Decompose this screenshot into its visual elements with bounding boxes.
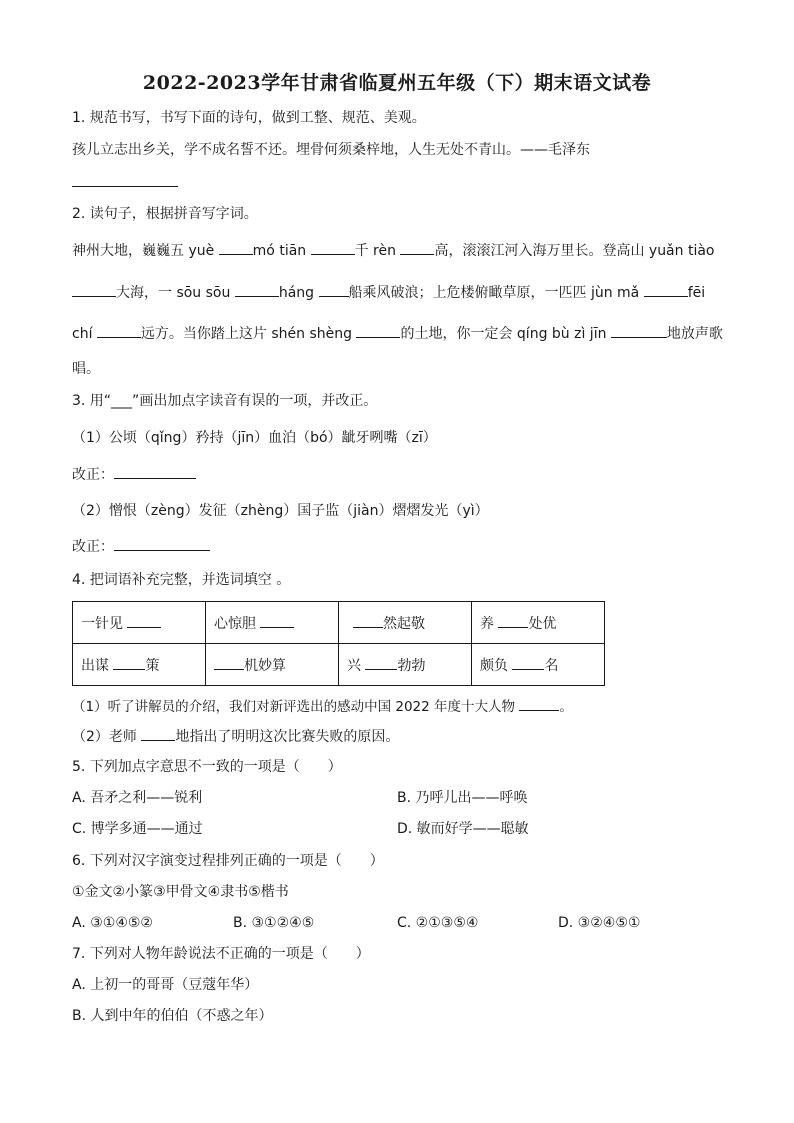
q3-part-2: （2）憎恨（zèng）发征（zhèng）国子监（jiàn）熠熠发光（yì） bbox=[72, 503, 489, 519]
q2-blank-feichi[interactable] bbox=[97, 324, 141, 338]
q6-stem: 6. 下列对汉字演变过程排列正确的一项是（ ） bbox=[72, 853, 384, 869]
q4-sentence-1: （1）听了讲解员的介绍，我们对新评选出的感动中国 2022 年度十大人物 。 bbox=[72, 699, 573, 715]
q2-line-2: 大海，一 sōu sōu háng 船乘风破浪；上危楼俯瞰草原，一匹匹 jùn mǎ fēi bbox=[72, 283, 705, 302]
word-cell[interactable]: 一针见 bbox=[73, 602, 206, 644]
q5-stem: 5. 下列加点字意思不一致的一项是（ ） bbox=[72, 759, 342, 775]
q6-option-a[interactable]: A. ③①④⑤② bbox=[72, 915, 153, 931]
exam-title: 2022-2023学年甘肃省临夏州五年级（下）期末语文试卷 bbox=[142, 72, 652, 94]
q2-blank-junma[interactable] bbox=[644, 283, 688, 297]
q2-line-4: 唱。 bbox=[72, 361, 100, 377]
q4-sentence-2: （2）老师 地指出了明明这次比赛失败的原因。 bbox=[72, 729, 400, 745]
q2-blank-shensheng[interactable] bbox=[356, 324, 400, 338]
q7-option-a[interactable]: A. 上初一的哥哥（豆蔻年华） bbox=[72, 977, 259, 993]
q4-s1-blank[interactable] bbox=[519, 697, 559, 711]
q4-word-table bbox=[72, 601, 605, 686]
q5-option-b[interactable]: B. 乃呼儿出——呼唤 bbox=[397, 790, 528, 806]
q2-blank-yuantiao[interactable] bbox=[72, 283, 116, 297]
word-cell[interactable]: 出谋 策 bbox=[73, 644, 206, 686]
q7-option-b[interactable]: B. 人到中年的伯伯（不惑之年） bbox=[72, 1008, 273, 1024]
word-cell[interactable]: 心惊胆 bbox=[206, 602, 339, 644]
q2-blank-hang[interactable] bbox=[319, 283, 349, 297]
word-cell[interactable]: 兴 勃勃 bbox=[339, 644, 472, 686]
q3-stem: 3. 用“___”画出加点字读音有误的一项，并改正。 bbox=[72, 393, 378, 409]
q3-part-1: （1）公顷（qǐng）矜持（jīn）血泊（bó）龇牙咧嘴（zī） bbox=[72, 430, 437, 446]
q6-option-c[interactable]: C. ②①③⑤④ bbox=[397, 915, 479, 931]
q1-stem: 1. 规范书写，书写下面的诗句，做到工整、规范、美观。 bbox=[72, 110, 426, 126]
q3-fix-1: 改正： bbox=[72, 465, 196, 484]
q1-poem: 孩儿立志出乡关，学不成名誓不还。埋骨何须桑梓地，人生无处不青山。——毛泽东 bbox=[72, 142, 590, 158]
word-cell[interactable]: 颇负 名 bbox=[472, 644, 605, 686]
q5-option-c[interactable]: C. 博学多通——通过 bbox=[72, 821, 203, 837]
q1-answer-line[interactable] bbox=[72, 173, 178, 192]
table-row bbox=[73, 602, 605, 644]
q6-items: ①金文②小篆③甲骨文④隶书⑤楷书 bbox=[72, 884, 289, 900]
table-row bbox=[73, 644, 605, 686]
word-cell[interactable]: 养 处优 bbox=[472, 602, 605, 644]
q4-stem: 4. 把词语补充完整，并选词填空 。 bbox=[72, 572, 291, 588]
q3-fix-2-blank[interactable] bbox=[114, 537, 210, 551]
q5-option-d[interactable]: D. 敏而好学——聪敏 bbox=[397, 821, 529, 837]
q4-s2-blank[interactable] bbox=[141, 727, 175, 741]
q2-blank-motian[interactable] bbox=[311, 241, 355, 255]
q3-fix-1-blank[interactable] bbox=[114, 465, 196, 479]
q6-option-d[interactable]: D. ③②④⑤① bbox=[558, 915, 641, 931]
q2-blank-yue[interactable] bbox=[219, 241, 253, 255]
word-cell[interactable]: 然起敬 bbox=[339, 602, 472, 644]
q5-option-a[interactable]: A. 吾矛之利——锐利 bbox=[72, 790, 203, 806]
q2-blank-ren[interactable] bbox=[400, 241, 434, 255]
q2-stem: 2. 读句子，根据拼音写字词。 bbox=[72, 206, 258, 222]
q2-blank-sousou[interactable] bbox=[235, 283, 279, 297]
q6-option-b[interactable]: B. ③①②④⑤ bbox=[233, 915, 315, 931]
q2-line-3: chí 远方。当你踏上这片 shén shèng 的土地，你一定会 qíng bù zì jīn 地放声歌 bbox=[72, 326, 723, 342]
q2-blank-qingbuzijin[interactable] bbox=[611, 324, 667, 338]
q2-line-1: 神州大地，巍巍五 yuè mó tiān 千 rèn 高，滚滚江河入海万里长。登高山 yuǎn tiào bbox=[72, 243, 715, 259]
word-cell[interactable]: 机妙算 bbox=[206, 644, 339, 686]
q7-stem: 7. 下列对人物年龄说法不正确的一项是（ ） bbox=[72, 946, 370, 962]
q3-fix-2: 改正： bbox=[72, 537, 210, 556]
